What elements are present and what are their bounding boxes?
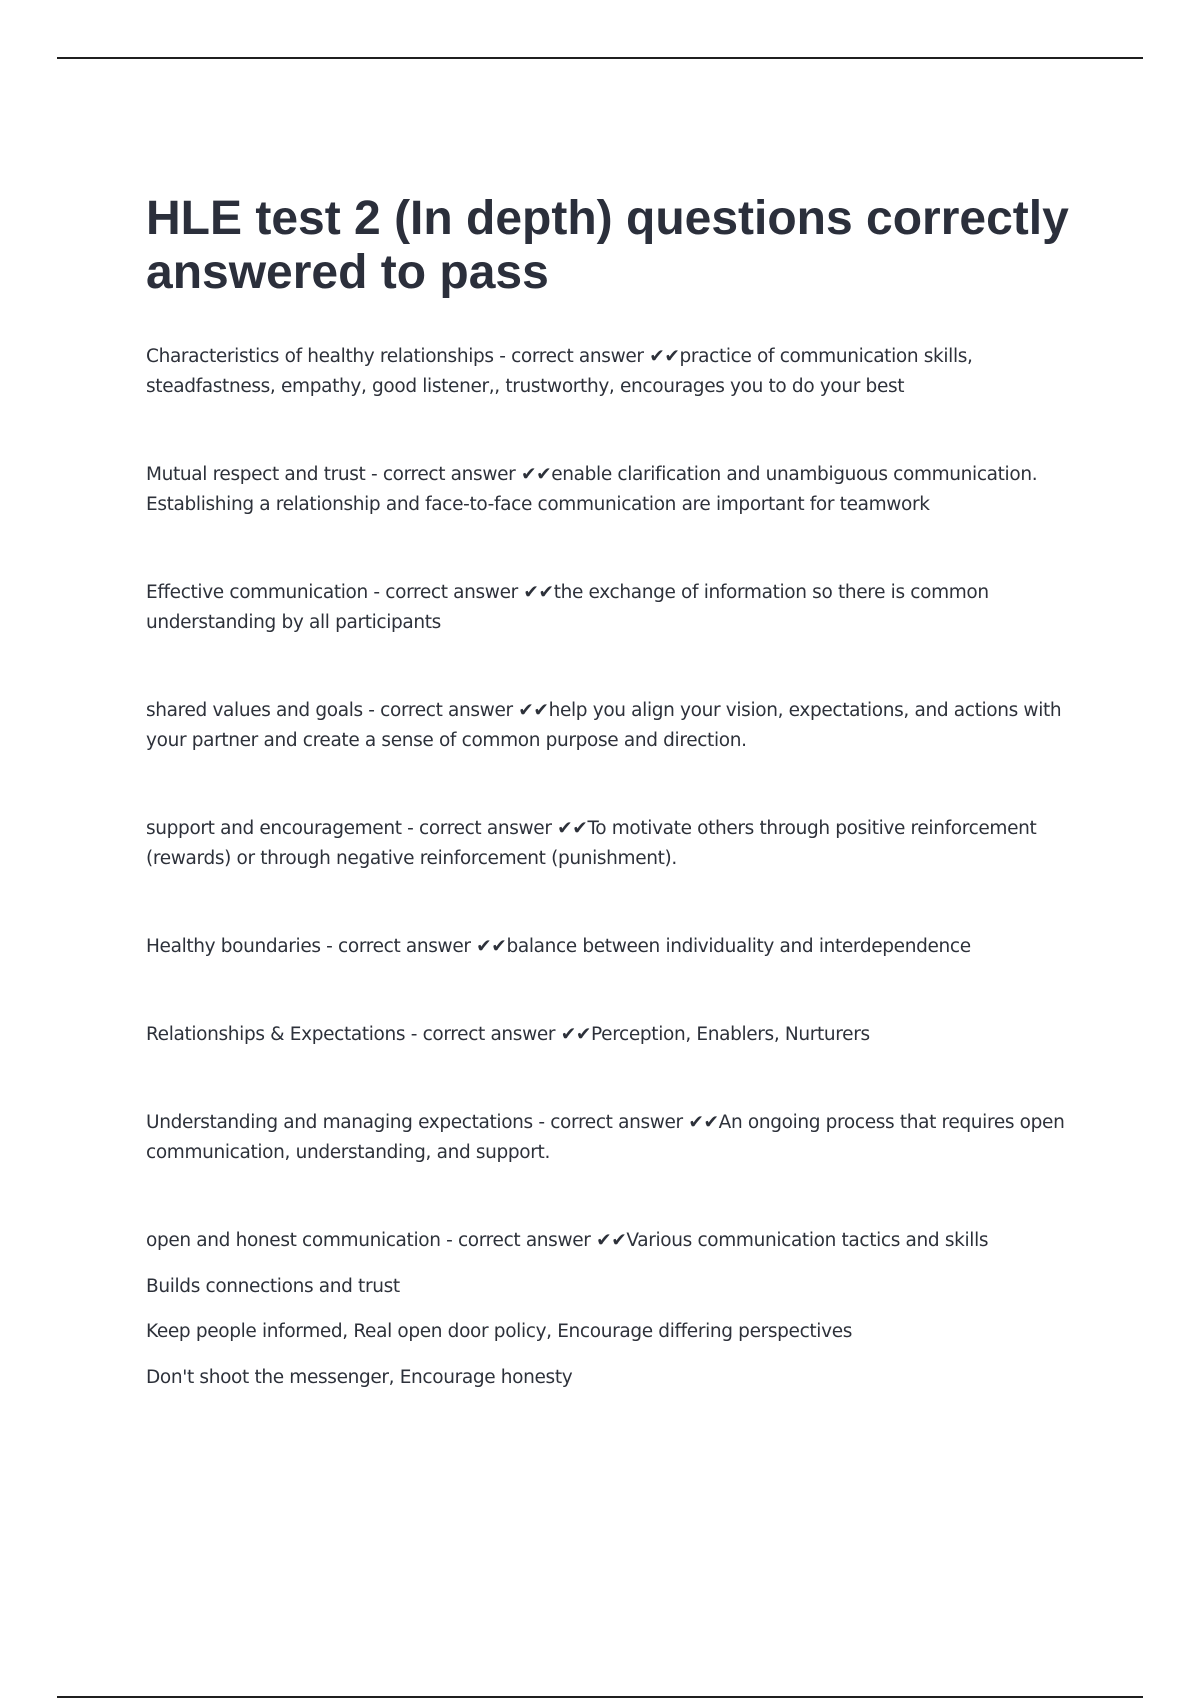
check-mark-icon: ✔✔	[520, 464, 552, 485]
document-body	[146, 192, 1086, 1393]
check-mark-icon: ✔✔	[518, 700, 549, 721]
answer-continuation-line: Keep people informed, Real open door policy, Encourage differing perspectives	[146, 1321, 853, 1342]
entry-answer: An ongoing process that requires open communication, understanding, and support.	[146, 1112, 1065, 1163]
entry-separator: - correct answer	[367, 582, 524, 603]
qa-entry	[146, 1020, 1086, 1050]
entry-separator: - correct answer	[320, 936, 477, 957]
entry-term: Understanding and managing expectations	[146, 1112, 533, 1133]
entry-term: Relationships & Expectations	[146, 1024, 406, 1045]
qa-entry	[146, 1226, 1086, 1256]
check-mark-icon: ✔✔	[688, 1112, 719, 1133]
entry-term: Effective communication	[146, 582, 368, 603]
entry-term: shared values and goals	[146, 700, 363, 721]
qa-entry	[146, 1108, 1086, 1168]
qa-entry	[146, 696, 1086, 756]
entry-answer: the exchange of information so there is common understanding by all participants	[146, 582, 989, 633]
answer-continuation-line: Builds connections and trust	[146, 1276, 400, 1297]
entry-separator: - correct answer	[532, 1112, 689, 1133]
entry-separator: - correct answer	[405, 1024, 561, 1045]
qa-entry	[146, 342, 1086, 402]
entry-answer: To motivate others through positive reinforcement (rewards) or through negative reinforcement (punishment).	[146, 818, 1037, 869]
entry-answer: Perception, Enablers, Nurturers	[591, 1024, 870, 1045]
entry-answer: balance between individuality and interdependence	[506, 936, 971, 957]
check-mark-icon: ✔✔	[649, 346, 680, 367]
entry-term: Healthy boundaries	[146, 936, 321, 957]
check-mark-icon: ✔✔	[560, 1024, 592, 1045]
qa-entry	[146, 814, 1086, 874]
entry-answer: Various communication tactics and skills	[626, 1230, 989, 1251]
entry-term: support and encouragement	[146, 818, 402, 839]
qa-entry	[146, 932, 1086, 962]
qa-entry	[146, 460, 1086, 520]
qa-list	[146, 342, 1086, 1393]
answer-continuation-line: Don't shoot the messenger, Encourage honesty	[146, 1367, 573, 1388]
check-mark-icon: ✔✔	[557, 818, 588, 839]
entry-separator: - correct answer	[440, 1230, 597, 1251]
entry-separator: - correct answer	[401, 818, 558, 839]
entry-separator: - correct answer	[362, 700, 519, 721]
entry-separator: - correct answer	[365, 464, 521, 485]
document-title: HLE test 2 (In depth) questions correctly answered to pass	[146, 192, 1069, 299]
top-rule	[57, 57, 1143, 59]
qa-entry	[146, 578, 1086, 638]
check-mark-icon: ✔✔	[523, 582, 554, 603]
entry-term: open and honest communication	[146, 1230, 441, 1251]
entry-term: Mutual respect and trust	[146, 464, 366, 485]
entry-term: Characteristics of healthy relationships	[146, 346, 494, 367]
entry-separator: - correct answer	[493, 346, 650, 367]
entry-answer: practice of communication skills, steadfastness, empathy, good listener,, trustworthy, encourages you to do your best	[146, 346, 973, 397]
entry-answer: enable clarification and unambiguous communication. Establishing a relationship and face-to-face communication are important for teamwork	[146, 464, 1038, 515]
check-mark-icon: ✔✔	[596, 1230, 627, 1251]
check-mark-icon: ✔✔	[476, 936, 507, 957]
entry-answer: help you align your vision, expectations, and actions with your partner and create a sense of common purpose and direction.	[146, 700, 1062, 751]
bottom-rule	[57, 1696, 1143, 1698]
